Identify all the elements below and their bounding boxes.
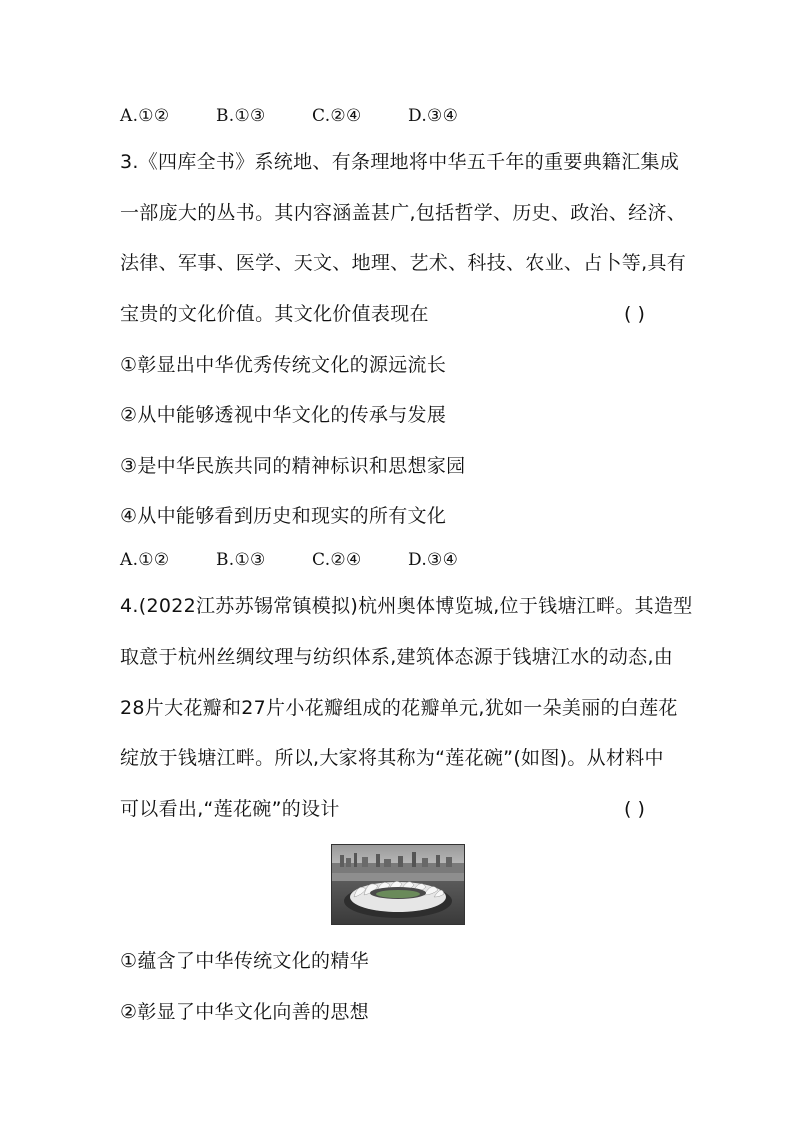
lotus-bowl-stadium-photo <box>331 844 465 925</box>
q3-statement-4: ④从中能够看到历史和现实的所有文化 <box>120 505 447 527</box>
q3-option-b: B.①③ <box>216 550 266 570</box>
q3-options <box>120 548 458 572</box>
q3-option-a: A.①② <box>120 550 170 570</box>
q3-statement-1: ①彰显出中华优秀传统文化的源远流长 <box>120 354 447 376</box>
q3-stem-line-3: 法律、军事、医学、天文、地理、艺术、科技、农业、占卜等,具有 <box>120 252 687 274</box>
q4-statement-1: ①蕴含了中华传统文化的精华 <box>120 950 369 972</box>
q3-option-d: D.③④ <box>408 550 459 570</box>
q4-stem-line-1: 4.(2022江苏苏锡常镇模拟)杭州奥体博览城,位于钱塘江畔。其造型 <box>120 595 693 617</box>
q3-stem-line-1: 3.《四库全书》系统地、有条理地将中华五千年的重要典籍汇集成 <box>120 151 680 173</box>
q3-statement-3: ③是中华民族共同的精神标识和思想家园 <box>120 455 466 477</box>
q2-options <box>120 104 458 128</box>
q3-stem-line-4: 宝贵的文化价值。其文化价值表现在 <box>120 303 429 325</box>
q3-answer-paren: ( ) <box>624 303 645 325</box>
q4-stem-line-3: 28片大花瓣和27片小花瓣组成的花瓣单元,犹如一朵美丽的白莲花 <box>120 697 678 719</box>
q4-statement-2: ②彰显了中华文化向善的思想 <box>120 1001 369 1023</box>
q2-option-c: C.②④ <box>312 106 362 126</box>
q4-stem-line-4: 绽放于钱塘江畔。所以,大家将其称为“莲花碗”(如图)。从材料中 <box>120 747 664 769</box>
q3-option-c: C.②④ <box>312 550 362 570</box>
q4-answer-paren: ( ) <box>624 798 645 820</box>
stadium-illustration <box>332 845 464 924</box>
q2-option-d: D.③④ <box>408 106 459 126</box>
q3-stem-line-2: 一部庞大的丛书。其内容涵盖甚广,包括哲学、历史、政治、经济、 <box>120 202 687 224</box>
q2-option-a: A.①② <box>120 106 170 126</box>
q3-statement-2: ②从中能够透视中华文化的传承与发展 <box>120 404 447 426</box>
q2-option-b: B.①③ <box>216 106 266 126</box>
q4-stem-line-2: 取意于杭州丝绸纹理与纺织体系,建筑体态源于钱塘江水的动态,由 <box>120 646 674 668</box>
q4-stem-line-5: 可以看出,“莲花碗”的设计 <box>120 798 340 820</box>
